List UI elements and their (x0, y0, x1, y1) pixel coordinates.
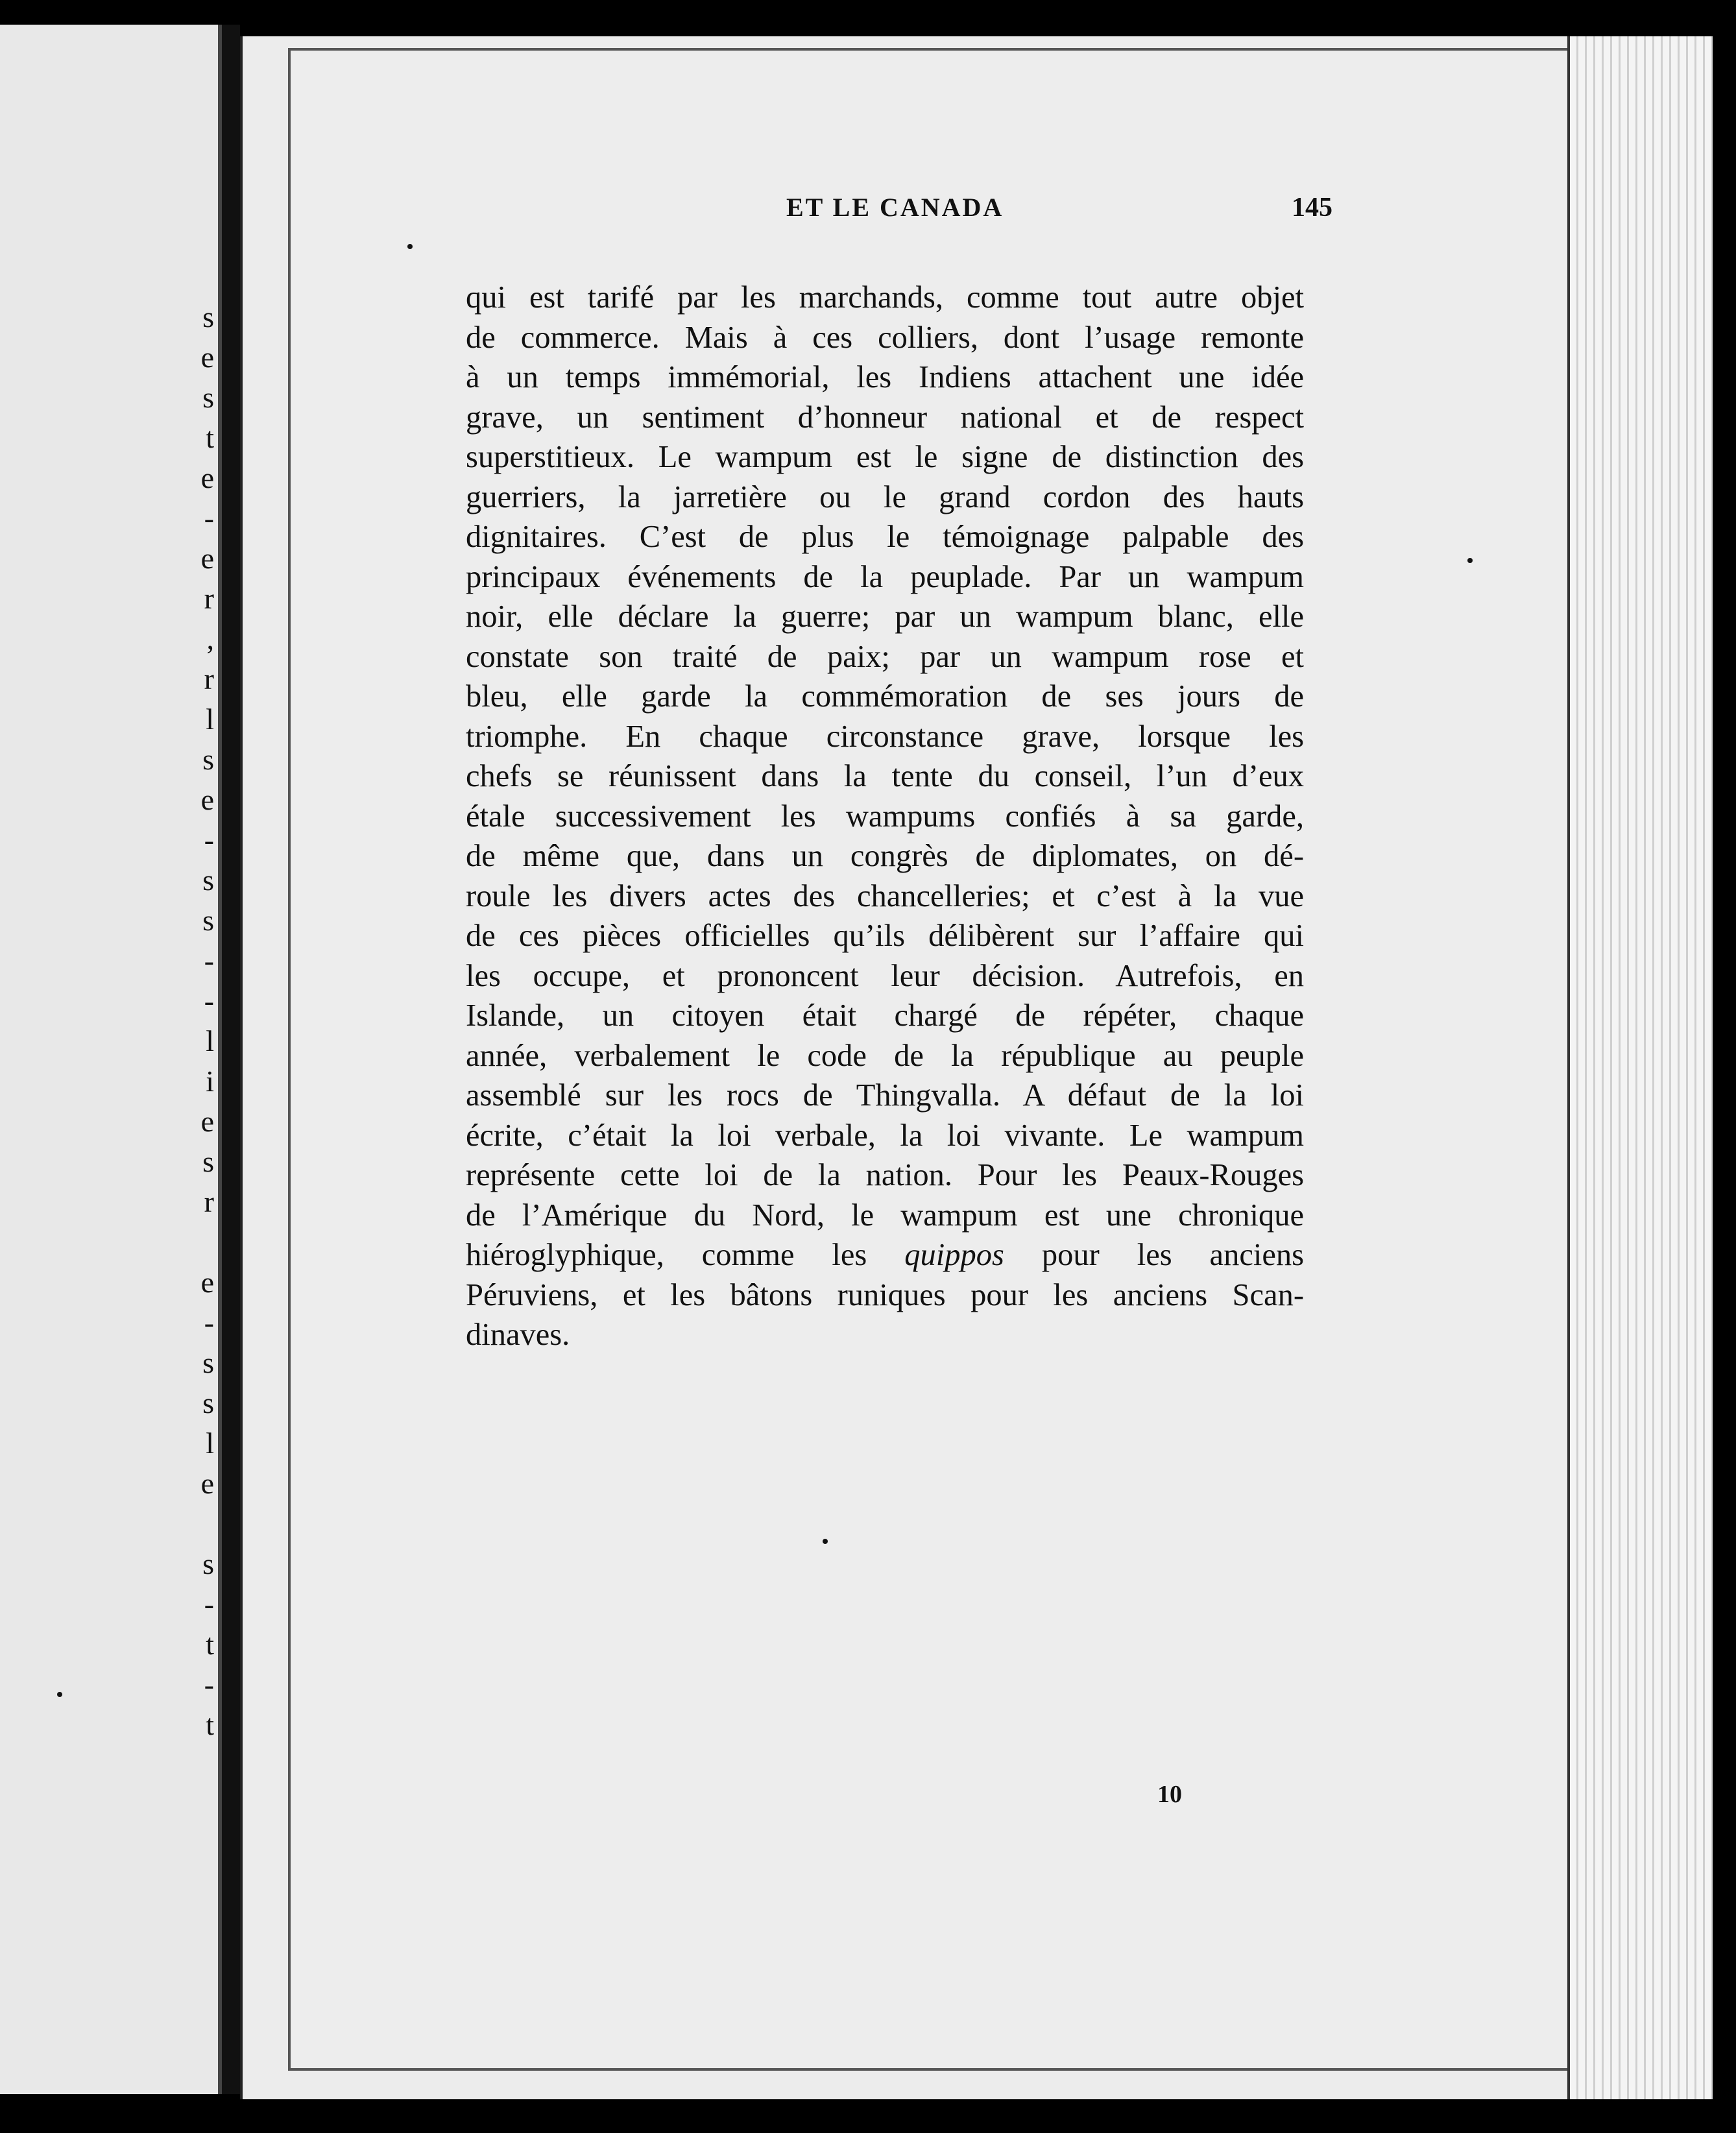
edge-letter: t (206, 1628, 214, 1661)
text-line: Islande, un citoyen était chargé de répéter, chaque (466, 998, 1304, 1033)
edge-letter: s (202, 904, 214, 937)
edge-letter: l (206, 1024, 214, 1057)
text-line: étale successivement les wampums confiés à sa garde, (466, 799, 1304, 834)
text-line: écrite, c’était la loi verbale, la loi vivante. Le wampum (466, 1118, 1304, 1153)
edge-letter: t (206, 421, 214, 454)
edge-letter: s (202, 1547, 214, 1580)
edge-letter: s (202, 743, 214, 776)
edge-letter: e (200, 1266, 214, 1299)
text-line: Péruviens, et les bâtons runiques pour les anciens Scan- (466, 1277, 1304, 1312)
edge-letter (188, 1504, 214, 1544)
text-line: de l’Amérique du Nord, le wampum est une chronique (466, 1198, 1304, 1233)
edge-letter: r (204, 1185, 214, 1218)
text-line-with-italic (466, 1235, 1304, 1275)
edge-letter: - (204, 944, 214, 977)
text-line: grave, un sentiment d’honneur national et de respect (466, 400, 1304, 435)
edge-letter: - (204, 1306, 214, 1339)
text-line: les occupe, et prononcent leur décision. Autrefois, en (466, 958, 1304, 993)
edge-letter: e (200, 341, 214, 374)
text-line: de même que, dans un congrès de diplomates, on dé- (466, 839, 1304, 873)
body-text (466, 278, 1304, 1355)
edge-letter: i (206, 1065, 214, 1098)
edge-letter: r (204, 582, 214, 615)
edge-letter: s (202, 1386, 214, 1419)
text-line: de commerce. Mais à ces colliers, dont l’usage remonte (466, 320, 1304, 355)
edge-letter: - (204, 501, 214, 535)
text-segment: pour les anciens (1004, 1238, 1304, 1272)
edge-letter: s (202, 1145, 214, 1178)
page-block-edge (1567, 36, 1713, 2099)
text-line: constate son traité de paix; par un wampum rose et (466, 639, 1304, 674)
edge-letter: s (202, 863, 214, 897)
text-line: dignitaires. C’est de plus le témoignage palpable des (466, 520, 1304, 554)
text-line: année, verbalement le code de la république au peuple (466, 1038, 1304, 1073)
text-line: chefs se réunissent dans la tente du conseil, l’un d’eux (466, 759, 1304, 793)
text-line: guerriers, la jarretière ou le grand cordon des hauts (466, 479, 1304, 514)
edge-letter: r (204, 662, 214, 695)
text-line: de ces pièces officielles qu’ils délibèrent sur l’affaire qui (466, 919, 1304, 953)
edge-letter: e (200, 1105, 214, 1138)
text-line: à un temps immémorial, les Indiens attachent une idée (466, 360, 1304, 394)
text-line: superstitieux. Le wampum est le signe de distinction des (466, 440, 1304, 474)
signature-mark: 10 (1157, 1781, 1182, 1808)
book-gutter (222, 25, 240, 2094)
edge-letter: - (204, 1668, 214, 1701)
text-line: bleu, elle garde la commémoration de ses jours de (466, 679, 1304, 714)
edge-letter: l (206, 703, 214, 736)
facing-page-edge-letters (188, 297, 214, 1745)
text-line: qui est tarifé par les marchands, comme tout autre objet (466, 280, 1304, 315)
edge-letter: e (200, 1467, 214, 1500)
text-line: noir, elle déclare la guerre; par un wampum blanc, elle (466, 599, 1304, 634)
text-line: roule les divers actes des chancelleries; et c’est à la vue (466, 878, 1304, 913)
edge-letter: e (200, 461, 214, 494)
edge-letter: s (202, 1346, 214, 1379)
edge-letter: t (206, 1708, 214, 1741)
text-line: assemblé sur les rocs de Thingvalla. A défaut de la loi (466, 1078, 1304, 1113)
print-speck (1467, 558, 1473, 563)
edge-letter: e (200, 542, 214, 575)
print-speck (823, 1539, 828, 1544)
print-speck (407, 244, 413, 249)
edge-letter: s (202, 381, 214, 414)
edge-letter: - (204, 1587, 214, 1621)
text-line: représente cette loi de la nation. Pour les Peaux-Rouges (466, 1158, 1304, 1192)
edge-letter: l (206, 1427, 214, 1460)
text-line: triomphe. En chaque circonstance grave, lorsque les (466, 719, 1304, 754)
text-line: dinaves. (466, 1318, 570, 1352)
italic-word: quippos (904, 1238, 1004, 1272)
edge-letter: , (206, 622, 214, 655)
text-line: principaux événements de la peuplade. Par un wampum (466, 559, 1304, 594)
running-title: ET LE CANADA (786, 193, 1004, 222)
edge-letter: - (204, 984, 214, 1017)
print-speck (57, 1692, 62, 1697)
page-number: 145 (1292, 193, 1332, 223)
edge-letter (188, 1222, 214, 1262)
edge-letter: e (200, 783, 214, 816)
text-segment: hiéroglyphique, comme les (466, 1238, 905, 1272)
edge-letter: s (202, 300, 214, 333)
facing-page-left (0, 25, 222, 2094)
edge-letter: - (204, 823, 214, 856)
running-head (454, 192, 1332, 231)
